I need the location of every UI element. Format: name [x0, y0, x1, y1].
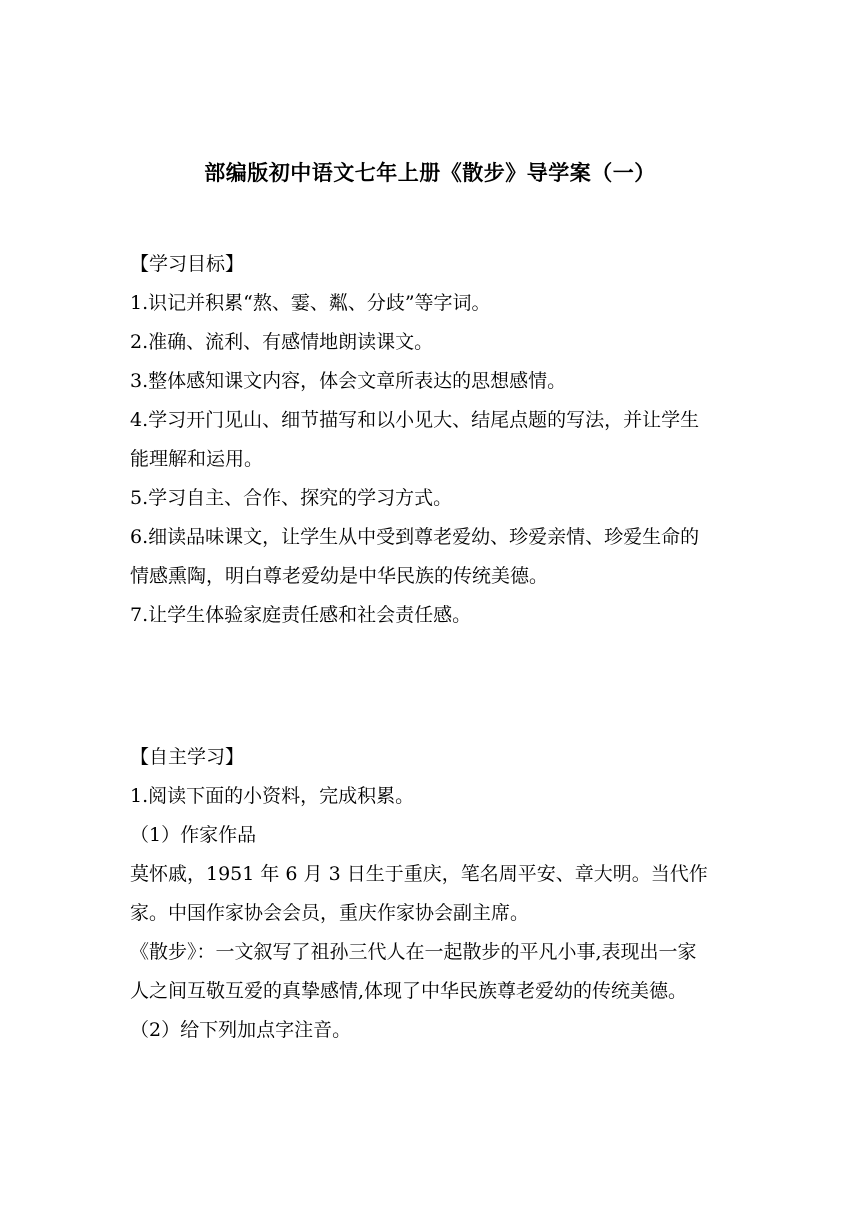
objective-line: 能理解和运用。: [130, 448, 264, 470]
objective-line: 5.学习自主、合作、探究的学习方式。: [130, 487, 453, 509]
study-line: （2）给下列加点字注音。: [130, 1019, 352, 1041]
study-line: 家。中国作家协会会员，重庆作家协会副主席。: [130, 902, 530, 924]
objective-line: 4.学习开门见山、细节描写和以小见大、结尾点题的写法，并让学生: [130, 409, 700, 431]
study-line: 莫怀戚，1951 年 6 月 3 日生于重庆，笔名周平安、章大明。当代作: [130, 863, 708, 885]
objective-line: 7.让学生体验家庭责任感和社会责任感。: [130, 604, 472, 626]
objective-line: 情感熏陶，明白尊老爱幼是中华民族的传统美德。: [130, 565, 549, 587]
study-line: （1）作家作品: [130, 824, 257, 846]
study-line: 《散步》：一文叙写了祖孙三代人在一起散步的平凡小事,表现出一家: [130, 941, 697, 963]
section-heading: 【学习目标】: [130, 253, 245, 275]
section-heading: 【自主学习】: [130, 746, 245, 768]
study-line: 人之间互敬互爱的真挚感情,体现了中华民族尊老爱幼的传统美德。: [130, 980, 688, 1002]
objective-line: 3.整体感知课文内容，体会文章所表达的思想感情。: [130, 370, 567, 392]
objective-line: 1.识记并积累“熬、霎、粼、分歧”等字词。: [130, 292, 491, 314]
document-title: 部编版初中语文七年上册《散步》导学案（一）: [204, 161, 656, 185]
section-self-study: [130, 738, 736, 1050]
objective-line: 2.准确、流利、有感情地朗读课文。: [130, 331, 434, 353]
objective-line: 6.细读品味课文，让学生从中受到尊老爱幼、珍爱亲情、珍爱生命的: [130, 526, 700, 548]
section-learning-objectives: [130, 245, 736, 635]
study-line: 1.阅读下面的小资料，完成积累。: [130, 785, 415, 807]
